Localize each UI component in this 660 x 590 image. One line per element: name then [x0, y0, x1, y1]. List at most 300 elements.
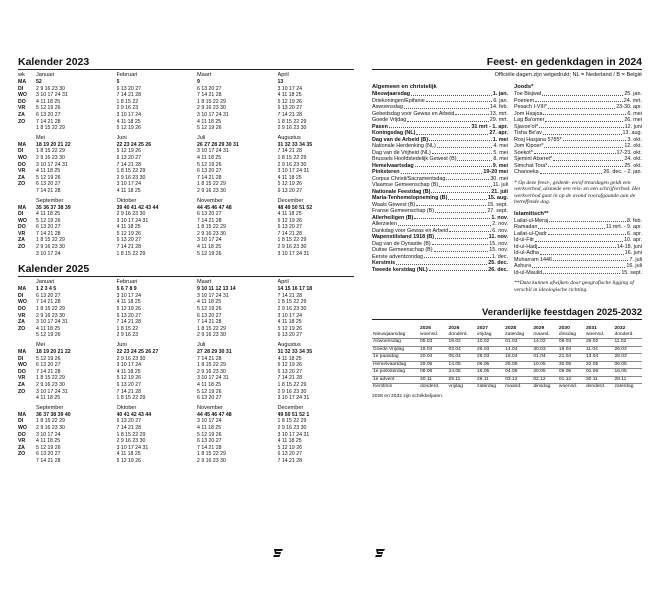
day-numbers: 4 11 18 25 [36, 98, 61, 105]
day-numbers: 7 14 21 28 [36, 368, 61, 375]
day-numbers: 4 11 18 25 [116, 368, 141, 375]
day-numbers: 2 9 16 23 30 [197, 332, 226, 339]
day-numbers: 2 9 16 23 30 [197, 187, 226, 194]
month-name: Januari [36, 279, 55, 286]
week-numbers: 18 19 20 21 22 [36, 141, 71, 148]
table-cell: 01.04 [532, 354, 558, 361]
day-numbers: 4 11 18 25 [277, 92, 302, 99]
table-cell: 30.11 [419, 376, 448, 383]
day-numbers: 4 11 18 25 [277, 174, 302, 181]
day-numbers: 1 8 15 22 29 [36, 125, 65, 132]
day-numbers: 1 8 15 22 [116, 325, 139, 332]
column-header: 2029 [533, 325, 545, 331]
dot-leader [548, 163, 623, 168]
week-numbers: 1 2 3 4 5 [36, 286, 57, 293]
weekday-label: DI [18, 418, 24, 425]
row-label: Nieuwjaarsdag [373, 332, 406, 338]
holiday-name: Dag van de Arbeid (B) [372, 136, 429, 143]
holiday-name: Poeriem [514, 97, 535, 104]
day-numbers: 2 9 16 23 30 [116, 211, 146, 218]
month-block [36, 72, 113, 132]
dot-leader [431, 189, 490, 194]
day-numbers: 3 10 17 24 31 [277, 250, 310, 257]
day-numbers: 5 12 19 26 [277, 217, 303, 224]
weekday-label: ZA [18, 174, 25, 181]
table-cell: 06.03 [558, 339, 585, 346]
day-numbers: 7 14 21 28 [36, 187, 61, 194]
table-cell: 24.05 [448, 369, 477, 376]
dot-leader [543, 130, 622, 135]
month-block [36, 135, 113, 195]
weekday-label: WO [18, 299, 27, 306]
month-name: Maart [197, 279, 212, 286]
holiday-name: Allerzielen [372, 221, 397, 227]
holiday-date: 5. mei [493, 149, 508, 156]
day-numbers: 7 14 21 28 [277, 111, 303, 118]
month-name: Februari [116, 72, 138, 78]
holiday-date: 10. apr. [624, 237, 642, 244]
week-numbers: 22 23 24 25 26 27 [116, 349, 159, 355]
day-numbers: 2 9 16 23 [116, 105, 139, 112]
weekday-label: DO [18, 306, 26, 313]
table-cell: 11.02 [613, 339, 642, 346]
day-numbers: 7 14 21 28 [116, 92, 142, 99]
dot-leader [544, 143, 623, 148]
holiday-name: Maria-Tenhemelopneming (B) [372, 195, 448, 201]
table-cell: 14.02 [532, 339, 558, 346]
weekday-label: VR [18, 438, 26, 445]
holiday-name: Pinksteren [372, 169, 400, 175]
holiday-date: 4. mei [493, 143, 508, 149]
day-numbers: 4 11 18 25 [36, 325, 61, 332]
day-numbers: 7 14 21 28 [116, 244, 142, 251]
holiday-date: 23-30. apr. [616, 104, 642, 110]
week-numbers: 52 [36, 79, 42, 85]
month-block [36, 405, 113, 465]
holiday-date: 11. nov. [488, 234, 508, 240]
day-numbers: 7 14 21 28 [197, 92, 222, 99]
day-numbers: 3 10 17 24 31 [277, 431, 310, 438]
table-cell: 11.04 [585, 346, 614, 353]
row-label: Hemelvaartdag [372, 361, 419, 368]
month-block [278, 279, 355, 339]
holiday-date: 13. mrt. [489, 110, 508, 117]
week-numbers: 13 [277, 79, 284, 85]
day-numbers: 6 13 20 27 [277, 187, 303, 194]
day-numbers: 7 14 21 28 [277, 375, 303, 382]
day-numbers: 4 11 18 25 [116, 118, 141, 125]
table-cell: 19.04 [558, 346, 585, 353]
holiday-name: Koningsdag (NL) [372, 130, 416, 136]
weekday-label: VR [18, 230, 26, 237]
table-cell: 10.02 [476, 339, 504, 346]
day-numbers: 4 11 18 25 [116, 451, 141, 458]
day-numbers: 3 10 17 24 31 [277, 168, 310, 175]
day-numbers: 4 11 18 25 [197, 381, 222, 388]
month-name: Augustus [277, 342, 301, 348]
brand-logo-left [272, 548, 284, 558]
day-numbers: 7 14 21 28 [36, 457, 61, 464]
day-numbers: 4 11 18 25 [116, 187, 141, 194]
month-block [36, 342, 113, 402]
dot-leader [432, 241, 488, 246]
dot-leader [407, 117, 488, 122]
weekday-label: MA [18, 286, 27, 293]
day-numbers: 7 14 21 28 [116, 388, 142, 395]
table-cell: 29.05 [419, 361, 448, 368]
holiday-name: Dankdag voor Gewas en Arbeid [372, 227, 449, 234]
holiday-name: Id-ul-Adha [514, 250, 539, 257]
day-numbers: 2 9 16 23 30 [36, 85, 65, 92]
weekday-label: ZO [18, 388, 26, 395]
left-page [18, 56, 354, 468]
weekday-label: ZA [18, 381, 25, 388]
day-numbers: 6 13 20 27 [116, 154, 142, 161]
month-block [197, 342, 274, 402]
holiday-name: Allerheiligen (B) [372, 214, 414, 221]
variable-holidays-title: Veranderlijke feestdagen 2025-2032 [372, 307, 642, 320]
table-cell: 10.05 [532, 361, 558, 368]
day-numbers: 5 12 19 26 [197, 388, 222, 395]
holiday-date: 26. dec. [488, 266, 508, 273]
jewish-heading: Joods* [514, 84, 534, 90]
month-block [117, 135, 194, 195]
day-numbers: 4 11 18 25 [197, 118, 222, 125]
table-cell: vrijdag [477, 332, 492, 338]
holiday-date: 15. sept. [621, 269, 642, 276]
month-name: November [197, 197, 223, 204]
weekday-label: WO [18, 92, 27, 99]
holiday-row [372, 267, 508, 274]
month-row [18, 135, 354, 195]
table-cell: 18.04 [419, 346, 448, 353]
day-numbers: 6 13 20 27 [116, 381, 142, 388]
holiday-date: 24. okt. [624, 156, 642, 162]
day-numbers: 3 10 17 24 31 [36, 161, 68, 168]
weekday-label: ZO [18, 118, 26, 125]
dot-leader [534, 150, 616, 155]
holiday-date: 27. apr. [489, 130, 508, 136]
day-numbers: 5 12 19 26 [277, 362, 303, 369]
week-numbers: 5 [116, 79, 120, 85]
day-numbers: 3 10 17 24 31 [197, 111, 229, 118]
holiday-name: Hemelvaartsdag [372, 162, 414, 169]
holiday-date: 6. jan. [493, 97, 508, 104]
weekday-label: ZO [18, 451, 26, 458]
day-numbers: 4 11 18 25 [36, 438, 61, 445]
month-block [278, 405, 355, 465]
table-cell: 01.06 [585, 369, 614, 376]
table-cell: 20.04 [419, 354, 448, 361]
holiday-date: 9. mei [492, 162, 508, 169]
dot-leader [543, 111, 626, 116]
holiday-name: Lag Ba'omer [514, 117, 545, 123]
week-label-header [18, 405, 32, 412]
day-numbers: 5 12 19 26 [36, 444, 61, 451]
holiday-date: 17-23. okt. [616, 149, 642, 156]
day-numbers: 2 9 16 23 30 [277, 125, 307, 132]
holiday-name: Vlaamse Gemeenschap (B) [372, 182, 439, 188]
table-cell: dinsdag [532, 383, 558, 390]
holiday-date: 14-18. juni [616, 243, 642, 250]
weekday-label: VR [18, 105, 26, 112]
week-numbers: 5 6 7 8 9 [116, 286, 137, 293]
weekday-label: WO [18, 217, 27, 224]
holiday-date: 12. juni [624, 123, 642, 130]
day-numbers: 4 11 18 25 [277, 438, 302, 445]
holiday-date: 25. okt. [624, 162, 642, 169]
day-numbers: 2 9 16 23 30 [36, 312, 65, 319]
day-numbers: 1 8 15 22 29 [197, 362, 226, 369]
month-name: April [277, 72, 289, 78]
day-numbers: 6 13 20 27 [277, 368, 303, 375]
table-cell: 22.05 [585, 361, 614, 368]
holiday-date: 2. nov. [492, 221, 508, 227]
holiday-name: Ramadan [514, 224, 538, 231]
holiday-name: Dag van de Vrijheid (NL) [372, 149, 431, 156]
day-numbers: 7 14 21 28 [36, 118, 61, 125]
day-numbers: 1 8 15 22 29 [277, 154, 307, 161]
table-cell: 09.06 [558, 369, 585, 376]
day-numbers: 6 13 20 27 [36, 292, 61, 299]
dot-leader [548, 231, 626, 236]
day-numbers: 7 14 21 28 [197, 355, 222, 362]
table-cell: 21.04 [558, 354, 585, 361]
calendar-2023-title: Kalender 2023 [18, 56, 354, 70]
weekday-label: VR [18, 168, 26, 175]
holiday-name: Jom Kipoer* [514, 143, 544, 149]
day-numbers: 2 9 16 23 30 [277, 424, 307, 431]
day-numbers: 5 12 19 26 [277, 325, 303, 332]
weekday-labels [18, 279, 32, 339]
weekday-label: DI [18, 355, 24, 362]
table-row [372, 376, 642, 383]
dot-leader [538, 224, 604, 229]
week-numbers: 35 36 37 38 39 [36, 204, 71, 211]
dot-leader [414, 215, 490, 220]
holiday-date: 30. mei [490, 175, 508, 182]
holiday-date: 6. mei [627, 110, 642, 117]
table-cell: 28.03 [476, 354, 504, 361]
weekday-label: ZO [18, 325, 26, 332]
day-numbers: 3 10 17 24 [277, 85, 303, 92]
holiday-date: 21. juli [491, 188, 508, 195]
weekday-label: DI [18, 211, 24, 218]
day-numbers: 4 11 18 25 [277, 355, 302, 362]
month-name: Mei [36, 134, 46, 141]
month-block [278, 72, 355, 132]
calendar-2023 [18, 72, 354, 257]
day-numbers: 2 9 16 23 30 [277, 388, 307, 395]
dot-leader [411, 91, 492, 96]
day-numbers: 1 8 15 22 [116, 98, 139, 105]
holiday-date: 15. aug. [487, 195, 508, 201]
day-numbers: 5 12 19 26 [36, 332, 61, 339]
holiday-date: 26. dec. - 2. jan. [603, 169, 642, 175]
month-block [197, 72, 274, 132]
table-cell: donderd. [585, 383, 614, 390]
holiday-date: 11 mrt. - 9. apr. [605, 224, 642, 231]
dot-leader [416, 130, 488, 135]
month-block [278, 198, 355, 258]
month-name: Februari [116, 279, 138, 286]
brand-logo-right [374, 548, 386, 558]
holiday-name: Id-ul-Hadj [514, 243, 538, 250]
holiday-name: Sjemini Atseret* [514, 156, 553, 162]
day-numbers: 6 13 20 27 [277, 224, 303, 231]
holiday-name: Sjavoe'ot* [514, 123, 539, 130]
holiday-name: Nieuwjaarsdag [372, 91, 411, 97]
week-numbers: 44 45 46 47 48 [197, 411, 232, 418]
holiday-name: Id-ul-Maulid [514, 269, 543, 276]
table-row [372, 346, 642, 353]
dot-leader [396, 260, 487, 265]
table-cell: maand. [533, 332, 550, 338]
holiday-date: 29. mrt. [489, 117, 508, 123]
dot-leader [549, 218, 626, 223]
dot-leader [426, 98, 493, 103]
weekday-labels [18, 198, 32, 258]
day-numbers: 5 12 19 26 [116, 148, 142, 155]
day-numbers: 1 8 15 22 29 [36, 375, 65, 382]
table-cell: 03.04 [448, 346, 477, 353]
weekday-label: DO [18, 431, 26, 438]
day-numbers: 4 11 18 25 [197, 299, 222, 306]
week-numbers: 40 41 42 43 44 [116, 411, 152, 418]
day-numbers: 4 11 18 25 [36, 395, 61, 402]
day-numbers: 3 10 17 24 [116, 292, 142, 299]
holiday-date: 7. juli [629, 256, 642, 263]
holiday-date: 15. sept. [487, 201, 508, 208]
day-numbers: 2 9 16 23 30 [36, 381, 65, 388]
table-row [372, 339, 642, 346]
holiday-date: 8. mei [493, 156, 508, 162]
weekday-label: MA [18, 411, 27, 418]
islamic-heading: Islamitisch** [514, 210, 549, 217]
day-numbers: 7 14 21 28 [197, 444, 222, 451]
month-row [18, 279, 354, 339]
day-numbers: 3 10 17 24 [197, 237, 222, 244]
week-label-header [18, 342, 32, 349]
table-row [372, 361, 642, 368]
dot-leader [548, 104, 615, 109]
week-numbers: 39 40 41 42 43 44 [116, 204, 159, 211]
month-row [18, 198, 354, 258]
table-cell: 14.04 [504, 346, 532, 353]
day-numbers: 5 12 19 26 [36, 105, 61, 112]
week-numbers: 31 32 33 34 35 [277, 141, 313, 148]
table-cell: zaterdag [476, 383, 504, 390]
weekday-label: ZO [18, 244, 26, 251]
day-numbers: 2 9 16 23 30 [197, 230, 226, 237]
day-numbers: 1 8 15 22 29 [277, 418, 307, 425]
weekday-label: DI [18, 148, 24, 155]
day-numbers: 3 10 17 24 31 [197, 148, 229, 155]
day-numbers: 2 9 16 23 [116, 332, 139, 339]
month-row [18, 405, 354, 465]
table-cell: 28.11 [613, 376, 642, 383]
day-numbers: 1 8 15 22 29 [36, 418, 65, 425]
row-label: Goede Vrijdag [372, 346, 419, 353]
dot-leader [432, 150, 492, 155]
day-numbers: 1 8 15 22 29 [36, 306, 65, 313]
jewish-footnote: * Op deze feest-, gedenk- en/of treurdagen geldt een werkverbod, alsmede een reis- en een schrijfverbod. Het werkverbod gaat in op de avond voorafgaande aan de betreffende dag. [514, 179, 641, 206]
week-label-header [18, 135, 32, 142]
day-numbers: 3 10 17 24 [36, 250, 61, 257]
month-block [278, 342, 355, 402]
dot-leader [429, 267, 488, 272]
month-name: December [277, 404, 304, 411]
week-numbers: 48 49 50 51 52 [277, 204, 313, 211]
dot-leader [545, 117, 623, 122]
dot-leader [389, 124, 471, 129]
month-block [197, 279, 274, 339]
month-name: Augustus [277, 134, 301, 141]
dot-leader [446, 176, 489, 181]
day-numbers: 3 10 17 24 31 [36, 92, 68, 99]
day-numbers: 5 12 19 26 [36, 355, 61, 362]
table-cell: woensd. [558, 383, 585, 390]
row-label: 1e advent [372, 376, 419, 383]
day-numbers: 6 13 20 27 [116, 85, 142, 92]
dot-leader [563, 137, 627, 142]
day-numbers: 7 14 21 28 [116, 161, 142, 168]
table-cell: 06.05 [476, 361, 504, 368]
weekday-label: MA [18, 141, 27, 148]
day-numbers: 7 14 21 28 [277, 148, 303, 155]
weekday-label: MA [18, 79, 27, 85]
holiday-date: 13. aug. [622, 130, 642, 136]
holiday-name: Pasen [372, 123, 388, 130]
day-numbers: 5 12 19 26 [116, 125, 142, 132]
dot-leader [542, 91, 623, 96]
weekday-label: ZA [18, 444, 25, 451]
day-numbers: 4 11 18 25 [277, 319, 302, 326]
holidays-title: Feest- en gedenkdagen in 2024 [372, 56, 642, 70]
day-numbers: 1 8 15 22 29 [277, 381, 307, 388]
day-numbers: 3 10 17 24 31 [197, 375, 229, 382]
column-header: 2032 [614, 325, 626, 331]
table-cell: 18.02 [448, 339, 477, 346]
day-numbers: 2 9 16 23 30 [277, 306, 307, 313]
calendar-2025-title: Kalender 2025 [18, 263, 354, 277]
day-numbers: 3 10 17 24 [116, 111, 142, 118]
calendar-2025 [18, 279, 354, 464]
dot-leader [416, 202, 486, 207]
table-cell: 16.04 [504, 354, 532, 361]
table-cell: 26.02 [585, 339, 614, 346]
dot-leader [553, 156, 623, 161]
table-cell: 05.03 [419, 339, 448, 346]
day-numbers: 5 12 19 26 [197, 250, 222, 257]
day-numbers: 3 10 17 24 [116, 362, 142, 369]
day-numbers: 5 12 19 26 [36, 174, 61, 181]
month-block [117, 405, 194, 465]
day-numbers: 6 13 20 27 [36, 181, 61, 188]
day-numbers: 6 13 20 27 [197, 395, 222, 402]
day-numbers: 3 10 17 24 31 [197, 292, 229, 299]
month-name: April [277, 279, 289, 286]
day-numbers: 1 8 15 22 29 [116, 168, 146, 175]
day-numbers: 1 8 15 22 29 [277, 299, 307, 306]
dot-leader [448, 195, 487, 200]
dot-leader [449, 228, 491, 233]
day-numbers: 1 8 15 22 29 [116, 395, 146, 402]
holiday-name: Waals Gewest (B) [372, 201, 416, 208]
leap-year-note: 2028 en 2032 zijn schrikkeljaren. [372, 394, 444, 400]
day-numbers: 7 14 21 28 [36, 299, 61, 306]
weekday-label: DO [18, 224, 26, 231]
